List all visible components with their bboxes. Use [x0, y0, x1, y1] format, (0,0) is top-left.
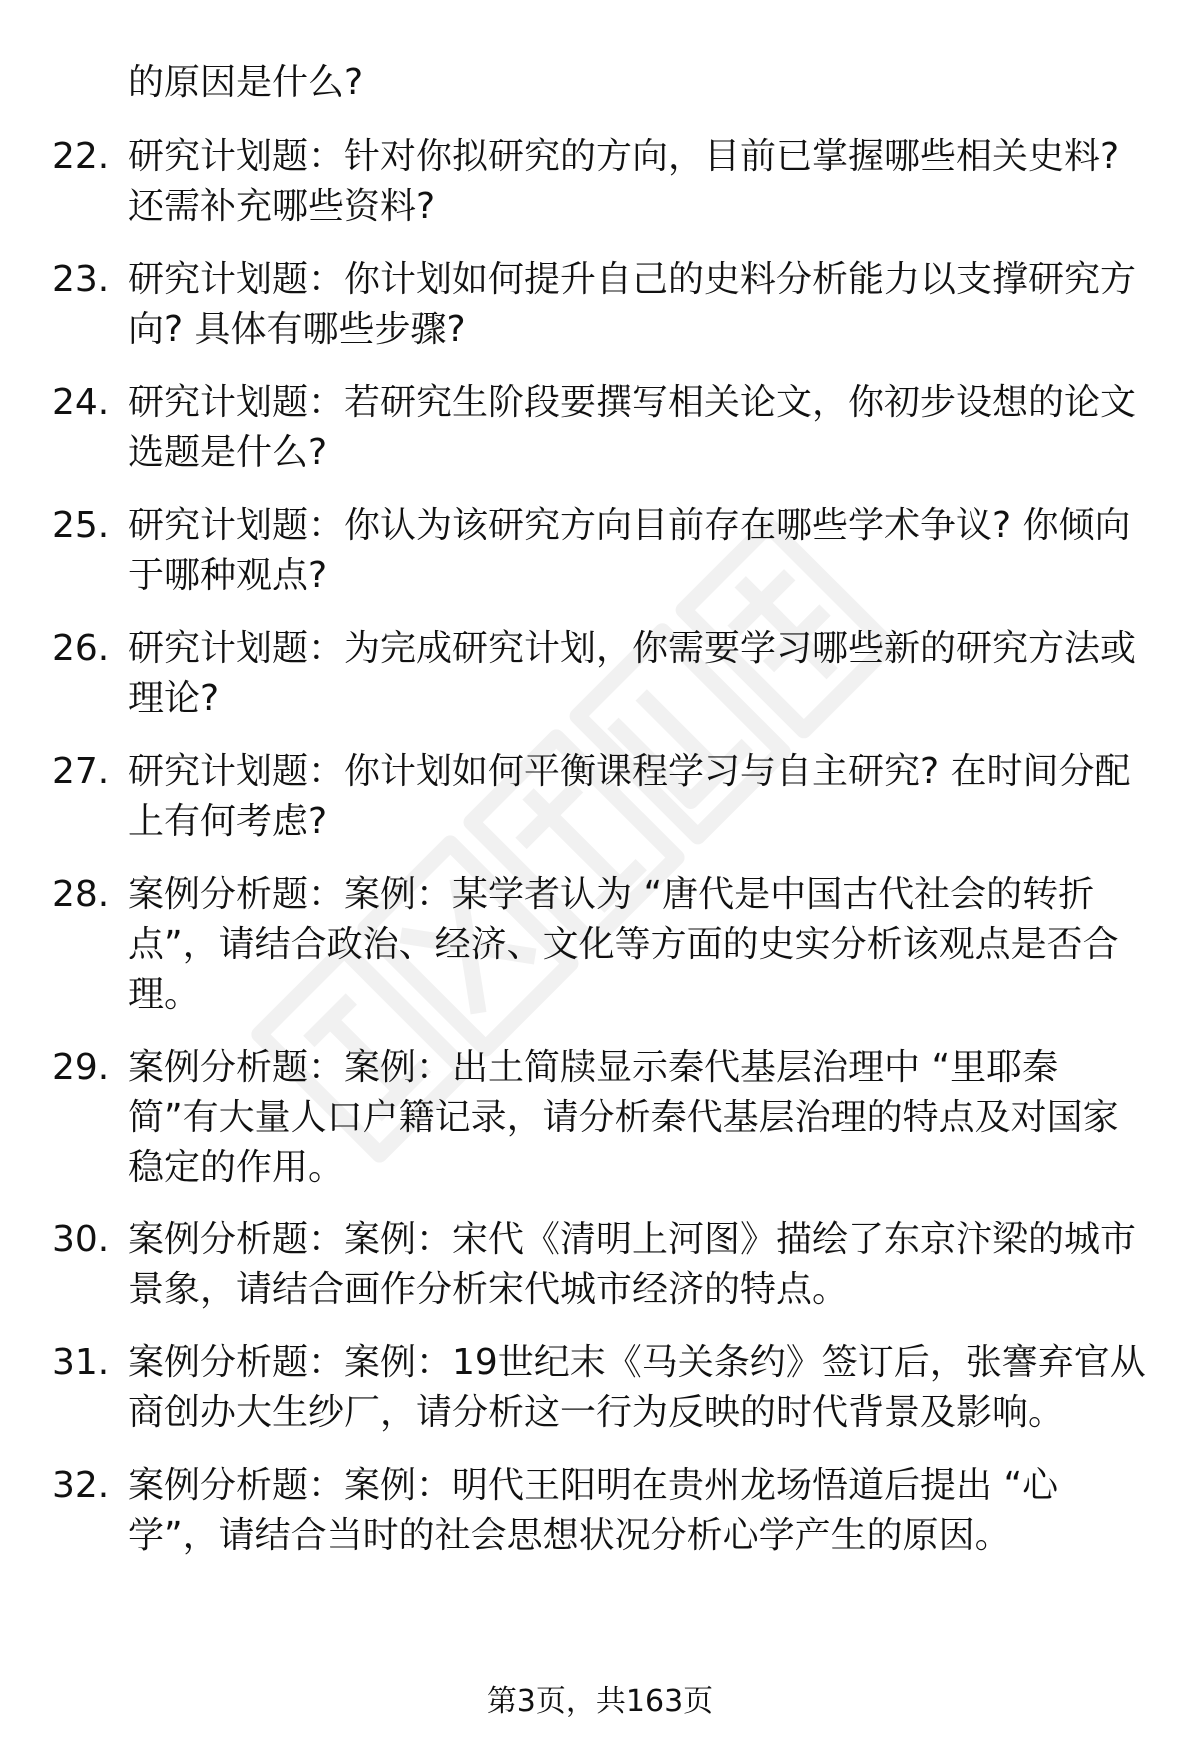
question-number: 27. [52, 751, 110, 792]
question-text-line: 于哪种观点? [128, 555, 328, 596]
question-text-line: 景象，请结合画作分析宋代城市经济的特点。 [128, 1269, 849, 1310]
question-number: 24. [52, 382, 110, 423]
question-number: 23. [52, 259, 110, 300]
question-text-line: 向? 具体有哪些步骤? [128, 309, 466, 350]
question-text-line: 商创办大生纱厂，请分析这一行为反映的时代背景及影响。 [128, 1392, 1065, 1433]
question-text-line: 理。 [128, 974, 201, 1015]
question-number: 28. [52, 874, 110, 915]
question-number: 25. [52, 505, 110, 546]
question-text-line: 学”，请结合当时的社会思想状况分析心学产生的原因。 [128, 1515, 1011, 1556]
question-text-line: 研究计划题：你计划如何平衡课程学习与自主研究? 在时间分配 [128, 751, 1131, 792]
question-text-line: 点”，请结合政治、经济、文化等方面的史实分析该观点是否合 [128, 924, 1119, 965]
question-number: 22. [52, 136, 110, 177]
question-text-line: 案例分析题：案例：19世纪末《马关条约》签订后，张謇弃官从 [128, 1342, 1146, 1383]
question-number: 32. [52, 1465, 110, 1506]
question-text-line: 案例分析题：案例：明代王阳明在贵州龙场悟道后提出 “心 [128, 1465, 1059, 1506]
question-text-line: 上有何考虑? [128, 801, 328, 842]
question-number: 29. [52, 1047, 110, 1088]
question-text-line: 研究计划题：你认为该研究方向目前存在哪些学术争议? 你倾向 [128, 505, 1131, 546]
question-text-line: 选题是什么? [128, 432, 328, 473]
question-text-line: 研究计划题：针对你拟研究的方向，目前已掌握哪些相关史料? [128, 136, 1120, 177]
question-text-line: 研究计划题：为完成研究计划，你需要学习哪些新的研究方法或 [128, 628, 1137, 669]
question-text-line: 案例分析题：案例：某学者认为 “唐代是中国古代社会的转折 [128, 874, 1095, 915]
question-text-line: 稳定的作用。 [128, 1147, 345, 1188]
page-footer: 第3页，共163页 [486, 1684, 714, 1719]
question-number: 30. [52, 1219, 110, 1260]
question-number: 31. [52, 1342, 110, 1383]
question-text-line: 研究计划题：你计划如何提升自己的史料分析能力以支撑研究方 [128, 259, 1137, 300]
question-text-line: 案例分析题：案例：出土简牍显示秦代基层治理中 “里耶秦 [128, 1047, 1059, 1088]
carry-over-text: 的原因是什么? [128, 62, 364, 103]
question-text-line: 案例分析题：案例：宋代《清明上河图》描绘了东京汴梁的城市 [128, 1219, 1137, 1260]
question-text-line: 研究计划题：若研究生阶段要撰写相关论文，你初步设想的论文 [128, 382, 1137, 423]
question-text-line: 简”有大量人口户籍记录，请分析秦代基层治理的特点及对国家 [128, 1097, 1119, 1138]
question-number: 26. [52, 628, 110, 669]
question-text-line: 还需补充哪些资料? [128, 186, 436, 227]
question-text-line: 理论? [128, 678, 220, 719]
